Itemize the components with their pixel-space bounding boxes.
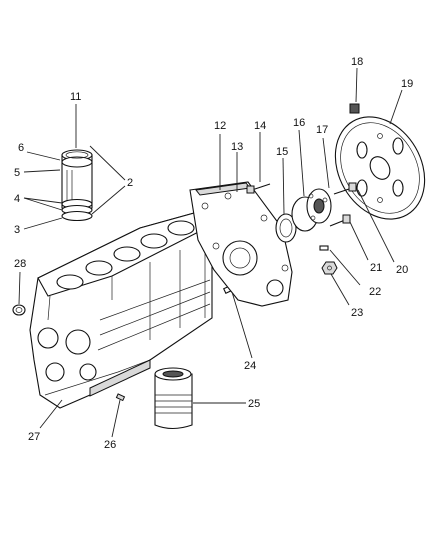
callout-25: 25 [248, 398, 261, 410]
callout-14: 14 [254, 120, 267, 132]
callout-24: 24 [244, 360, 257, 372]
callout-20: 20 [396, 264, 409, 276]
callout-22: 22 [369, 286, 382, 298]
callout-19: 19 [401, 78, 414, 90]
callout-27: 27 [28, 431, 41, 443]
callout-23: 23 [351, 307, 364, 319]
callout-28: 28 [14, 258, 27, 270]
dowel-pin-small [116, 394, 124, 401]
callout-12: 12 [214, 120, 227, 132]
flywheel-hub [292, 189, 331, 231]
cup-plug [13, 305, 25, 315]
liner-seal-rings [62, 200, 92, 221]
dowel [320, 246, 328, 250]
nut [322, 262, 337, 274]
callout-18: 18 [351, 56, 364, 68]
callout-5: 5 [14, 167, 21, 179]
callout-16: 16 [293, 117, 306, 129]
callout-21: 21 [370, 262, 383, 274]
flywheel-bolt-top [350, 104, 359, 113]
callout-13: 13 [231, 141, 244, 153]
callout-17: 17 [316, 124, 329, 136]
piston-assembly [155, 368, 192, 429]
callout-2: 2 [127, 177, 134, 189]
hub-bolt [330, 215, 350, 226]
callout-6: 6 [18, 142, 25, 154]
callout-3: 3 [14, 224, 21, 236]
flywheel [317, 101, 438, 236]
callout-4: 4 [14, 193, 21, 205]
callout-15: 15 [276, 146, 289, 158]
callout-11: 11 [70, 91, 82, 103]
callout-26: 26 [104, 439, 117, 451]
